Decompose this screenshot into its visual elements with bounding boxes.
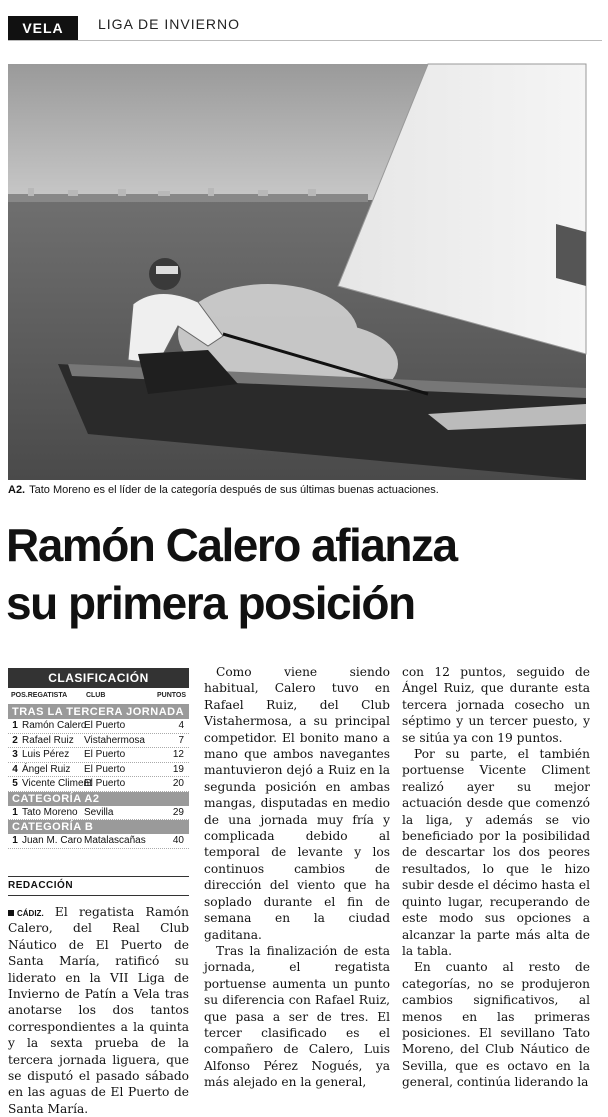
row-points: 40	[172, 835, 184, 846]
headline-line-1: Ramón Calero afianza	[6, 519, 457, 571]
row-sailor: Juan M. Caro	[22, 835, 83, 846]
row-points: 20	[172, 778, 184, 789]
row-club: Matalascañas	[84, 835, 146, 846]
category-header: CATEGORÍA B	[8, 820, 189, 834]
row-position: 1	[12, 720, 18, 731]
sailing-photo	[8, 64, 586, 480]
row-club: El Puerto	[84, 778, 126, 789]
table-row	[8, 777, 189, 792]
table-row	[8, 806, 189, 821]
row-sailor: Ángel Ruiz	[22, 763, 71, 775]
caption-code: A2.	[8, 484, 26, 496]
header-pos-regatista: POS.REGATISTA	[11, 692, 68, 699]
section-tag: VELA	[8, 16, 78, 40]
row-club: El Puerto	[84, 763, 126, 775]
byline: REDACCIÓN	[8, 876, 189, 896]
table-row	[8, 834, 189, 849]
paragraph-text: El regatista Ramón Calero, del Real Club Náutico de El Puerto de Santa María, ratificó su liderato en la VII Liga de Invierno de Patín a Vela tras anotarse los dos tantos correspondientes a la quinta y la sexta prueba de la tercera jornada liguera, que se disputó el pasado sábado en las aguas de El Puerto de Santa María.	[8, 905, 189, 1116]
row-points: 7	[178, 734, 184, 746]
headline-line-2: su primera posición	[6, 577, 415, 629]
standings-title: CLASIFICACIÓN	[8, 668, 189, 688]
category-header: CATEGORÍA A2	[8, 792, 189, 806]
row-position: 1	[12, 835, 18, 846]
article-paragraph: En cuanto al resto de categorías, no se produjeron cambios significativos, al menos en las primeras posiciones. El sevillano Tato Moreno, del Club Náutico de Sevilla, que es octavo en la general, continúa liderando la	[402, 960, 590, 1090]
row-points: 29	[172, 806, 184, 818]
row-club: El Puerto	[84, 720, 126, 731]
section-header	[8, 16, 602, 41]
row-position: 4	[12, 763, 18, 775]
row-sailor: Tato Moreno	[22, 806, 78, 818]
article-paragraph	[8, 904, 189, 1117]
paragraph-marker-icon	[8, 910, 14, 916]
table-row	[8, 748, 189, 763]
article-column-3	[402, 664, 590, 1091]
standings-header-row	[8, 688, 189, 705]
row-sailor: Vicente Climent	[22, 778, 92, 789]
standings-table	[8, 668, 189, 849]
article-column-2	[204, 664, 390, 1091]
header-puntos: PUNTOS	[157, 692, 187, 699]
sailor-photo-illustration	[8, 64, 586, 480]
section-subtitle: LIGA DE INVIERNO	[98, 16, 241, 32]
article-paragraph: con 12 puntos, seguido de Ángel Ruiz, que durante esta tercera jornada cosecho un séptimo y un tercer puesto, y se sitúa ya con 19 puntos.	[402, 665, 590, 745]
row-sailor: Rafael Ruiz	[22, 734, 74, 746]
row-points: 12	[172, 749, 184, 760]
row-position: 3	[12, 749, 18, 760]
header-club: CLUB	[85, 692, 106, 699]
article-column-1	[8, 904, 189, 1117]
photo-caption	[8, 484, 588, 496]
category-header: TRAS LA TERCERA JORNADA	[8, 705, 189, 719]
table-row	[8, 719, 189, 734]
table-row	[8, 734, 189, 749]
row-club: Sevilla	[84, 806, 114, 818]
table-row	[8, 763, 189, 778]
dateline: CÁDIZ.	[17, 909, 44, 918]
row-club: Vistahermosa	[84, 734, 145, 746]
row-sailor: Luis Pérez	[22, 749, 70, 760]
row-sailor: Ramón Calero	[22, 720, 87, 731]
row-position: 5	[12, 778, 18, 789]
article-paragraph: Por su parte, el también portuense Vicente Climent realizó ayer su mejor actuación desde que comenzó la liga, y además se vio beneficiado por la posibilidad de descartar los dos peores resultados, lo que le hizo subir desde el décimo hasta el quinto lugar, recuperando de este modo sus opciones a alcanzar la parte más alta de la tabla.	[402, 747, 590, 958]
row-points: 19	[172, 763, 184, 775]
row-points: 4	[178, 720, 184, 731]
article-paragraph: Como viene siendo habitual, Calero tuvo en Rafael Ruiz, del Club Vistahermosa, a su principal competidor. El bonito mano a mano que ambos navegantes mantuvieron dejó a Ruiz en la segunda posición en ambas mangas, disputadas en medio de una jornada muy fría y complicada debido al temporal de levante y los continuos cambios de dirección del viento que ha soplado durante el fin de semana en la ciudad gaditana.	[204, 665, 390, 942]
row-position: 2	[12, 734, 18, 746]
row-position: 1	[12, 806, 18, 818]
article-paragraph: Tras la finalización de esta jornada, el regatista portuense aumenta un punto su diferencia con Rafael Ruiz, que pasa a ser de tres. El tercer clasificado es el compañero de Calero, Luis Alfonso Pérez Nogués, ya más alejado en la general,	[204, 943, 390, 1090]
caption-text: Tato Moreno es el líder de la categoría después de sus últimas buenas actuaciones.	[29, 484, 439, 496]
headline	[6, 516, 606, 632]
row-club: El Puerto	[84, 749, 126, 760]
